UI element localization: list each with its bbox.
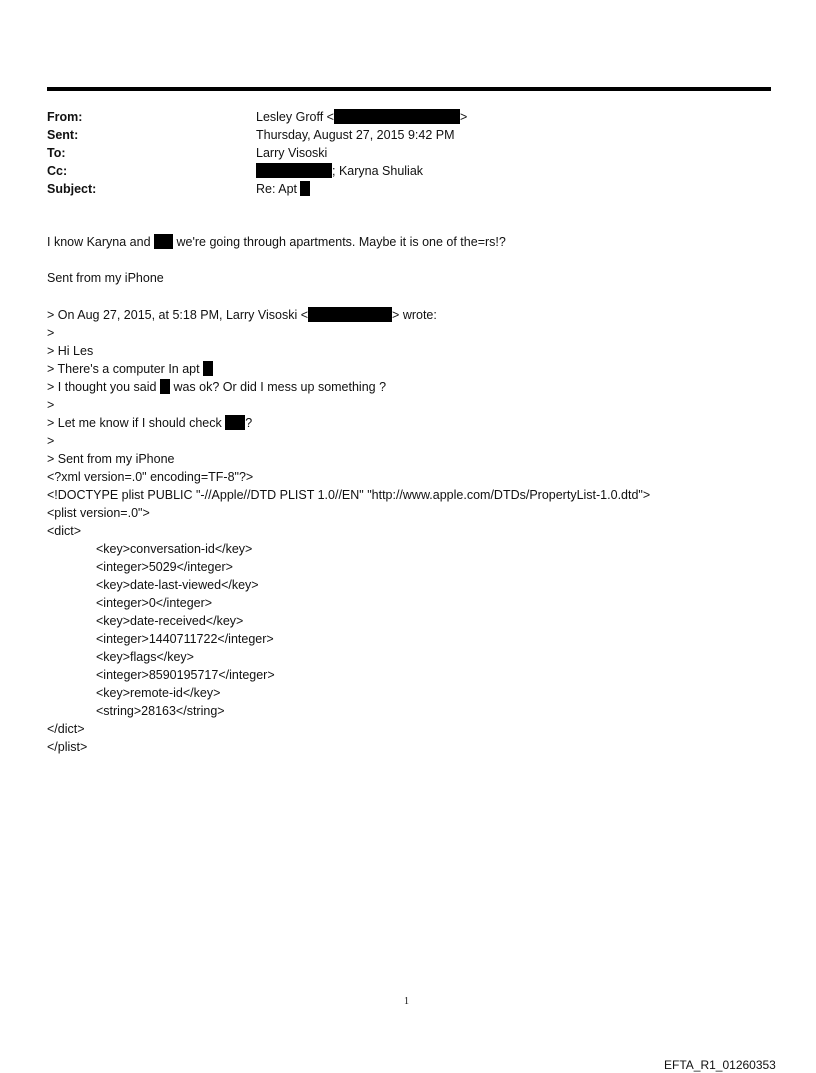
redaction-box (225, 415, 245, 430)
quote-line: > (47, 398, 55, 412)
plist-entry: <key>date-received</key> (96, 614, 244, 628)
redaction-box (154, 234, 173, 249)
plist-entry: <integer>0</integer> (96, 596, 213, 610)
from-value (256, 108, 467, 126)
plist-entry: <key>date-last-viewed</key> (96, 578, 259, 592)
plist-entry: <string>28163</string> (96, 704, 225, 718)
signature: Sent from my iPhone (47, 271, 164, 285)
plist-entry: <key>conversation-id</key> (96, 542, 253, 556)
xml-declaration: <?xml version=.0" encoding=TF-8"?> (47, 470, 254, 484)
plist-close: </plist> (47, 740, 88, 754)
cc-label: Cc: (47, 164, 68, 178)
redaction-box (308, 307, 392, 322)
bates-number: EFTA_R1_01260353 (664, 1058, 776, 1072)
quote-line: > Sent from my iPhone (47, 452, 175, 466)
message-text: we're going through apartments. Maybe it is one of the=rs!? (176, 235, 506, 249)
quote-text: > There's a computer In apt (47, 362, 200, 376)
subject-text: Re: Apt (256, 182, 297, 196)
dict-open: <dict> (47, 524, 82, 538)
cc-names: ; Karyna Shuliak (332, 164, 424, 178)
plist-entry: <key>remote-id</key> (96, 686, 221, 700)
quote-text: > I thought you said (47, 380, 157, 394)
quote-line: > Hi Les (47, 344, 94, 358)
subject-label: Subject: (47, 182, 97, 196)
quote-text: > Let me know if I should check (47, 416, 222, 430)
plist-entry: <integer>1440711722</integer> (96, 632, 274, 646)
quote-line (47, 360, 650, 378)
quote-line (47, 378, 650, 396)
quote-line (47, 414, 650, 432)
from-close: > (459, 110, 468, 124)
redaction-box (256, 163, 332, 178)
quote-text: was ok? Or did I mess up something ? (173, 380, 387, 394)
cc-value (256, 162, 423, 180)
header-rule (47, 87, 771, 91)
to-label: To: (47, 146, 66, 160)
subject-value (256, 180, 310, 198)
redaction-box (300, 181, 310, 196)
quote-line: > (47, 326, 55, 340)
quote-text: ? (245, 416, 253, 430)
redaction-box (334, 109, 460, 124)
message-line (47, 233, 506, 251)
quote-line: > (47, 434, 55, 448)
message-text: I know Karyna and (47, 235, 151, 249)
quoted-message (47, 306, 650, 756)
from-name: Lesley Groff < (256, 110, 334, 124)
doctype-line: <!DOCTYPE plist PUBLIC "-//Apple//DTD PLIST 1.0//EN" "http://www.apple.com/DTDs/PropertyList-1.0.dtd"> (47, 488, 651, 502)
sent-label: Sent: (47, 128, 79, 142)
redaction-box (160, 379, 170, 394)
redaction-box (203, 361, 213, 376)
quote-intro (47, 306, 650, 324)
plist-entry: <integer>5029</integer> (96, 560, 233, 574)
sent-value: Thursday, August 27, 2015 9:42 PM (256, 128, 455, 142)
from-label: From: (47, 110, 83, 124)
plist-entry: <key>flags</key> (96, 650, 194, 664)
quote-text: > On Aug 27, 2015, at 5:18 PM, Larry Visoski < (47, 308, 309, 322)
to-value: Larry Visoski (256, 146, 328, 160)
plist-entry: <integer>8590195717</integer> (96, 668, 275, 682)
quote-text: > wrote: (392, 308, 437, 322)
plist-open: <plist version=.0"> (47, 506, 150, 520)
dict-close: </dict> (47, 722, 85, 736)
page-number: 1 (404, 996, 409, 1007)
